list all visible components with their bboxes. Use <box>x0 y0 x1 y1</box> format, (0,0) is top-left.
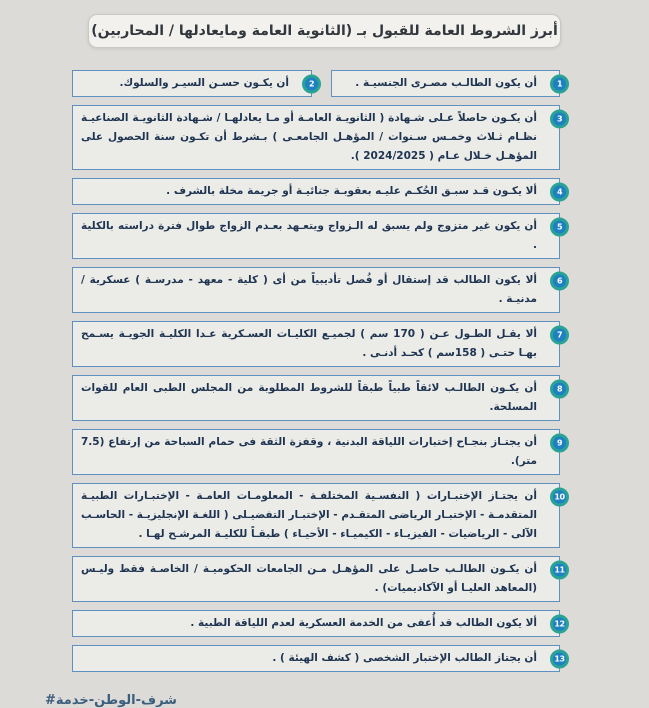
condition-item-10 <box>72 483 565 548</box>
item-number-badge: 3 <box>550 110 569 129</box>
condition-text: أن يكـون حسـن السيـر والسلوك. <box>119 77 289 89</box>
condition-text: ألا يكون الطالب قد أُعفى من الخدمة العسكرية لعدم اللياقة الطبية . <box>190 617 537 629</box>
item-number-badge: 9 <box>550 434 569 453</box>
item-number-badge: 6 <box>550 272 569 291</box>
item-number-badge: 4 <box>550 183 569 202</box>
item-number-badge: 11 <box>550 561 569 580</box>
item-number-badge: 1 <box>550 75 569 94</box>
condition-item-4 <box>72 178 563 205</box>
condition-item-2 <box>72 70 315 97</box>
condition-item-11 <box>72 556 565 602</box>
page-title: أبرز الشروط العامة للقبول بـ (الثانوية العامة ومايعادلها / المحاربين) <box>88 14 561 48</box>
condition-text: ألا يكون الطالب قد إستقال أو فُصل تأديبياً من أى ( كلية - معهد - مدرسـة ) عسكرية / مدنيـة . <box>81 274 537 305</box>
condition-text: أن يجتـاز الإختبـارات ( النفسـية المختلفـة - المعلومـات العامـة - الإختبـارات الطبيـة المتقدمـة - الإختبـار الرياضى المتقـدم - الإختبـار التفضيـلى ( اللغـة الإنجليزيـة - الحاسـب الآلى - الرياضيات - الفيزيـاء - الكيميـاء - الأحيـاء ) طبقـاً للكليـة المرشـح لهـا . <box>81 490 537 540</box>
condition-item-8 <box>72 375 563 421</box>
condition-text: أن يكون غير متزوج ولم يسبق له الـزواج ويتعـهد بعـدم الزواج طوال فترة دراسته بالكلية . <box>81 220 537 251</box>
condition-item-9 <box>72 429 563 475</box>
condition-item-12 <box>72 610 565 637</box>
item-number-badge: 2 <box>302 75 321 94</box>
item-number-badge: 8 <box>550 380 569 399</box>
item-number-badge: 5 <box>550 218 569 237</box>
condition-item-13 <box>72 645 565 672</box>
footer <box>0 689 649 708</box>
condition-item-7 <box>72 321 563 367</box>
item-number-badge: 13 <box>550 650 569 669</box>
condition-text: أن يجتـاز بنجـاح إختبارات اللياقة البدنية ، وقفزة الثقة فى حمام السباحة من إرتفاع (7.5 متر). <box>81 436 537 467</box>
item-number-badge: 12 <box>550 615 569 634</box>
condition-text: أن يكـون الطالـب لائقاً طبياً طبقاً للشروط المطلوبة من المجلس الطبى العام للقوات المسلحة. <box>81 382 537 413</box>
condition-item-5 <box>72 213 563 259</box>
conditions-list <box>72 70 565 672</box>
condition-text: ألا يكـون قـد سبـق الحُكـم عليـه بعقوبـة جنائيـة أو جريمة مخلة بالشرف . <box>166 185 537 197</box>
conditions-row-1-2 <box>72 70 563 97</box>
condition-text: أن يكـون الطالـب حاصـل على المؤهـل مـن الجامعات الحكوميـة / الخاصـة فقط وليـس (المعاهد العليـا أو الآكاديميات) . <box>81 563 537 594</box>
condition-item-1 <box>331 70 563 97</box>
condition-text: ألا يقـل الطـول عـن ( 170 سم ) لجميـع الكليـات العسـكرية عـدا الكليـة الجويـة يسـمح بهـا حتـى ( 158سم ) كحـد أدنـى . <box>81 328 537 359</box>
hashtag-text: #خدمة‎-‎الوطن‎-‎شرف <box>45 693 177 708</box>
condition-text: أن يجتاز الطالب الإختبار الشخصى ( كشف الهيئة ) . <box>272 652 537 664</box>
condition-item-3 <box>72 105 563 170</box>
condition-item-6 <box>72 267 563 313</box>
infographic-page <box>0 14 649 708</box>
condition-text: أن يكـون حاصلاً عـلى شـهادة ( الثانويـة العامـة أو مـا يعادلهـا / شـهادة الثانويـة الصناعيـة نظـام ثـلاث وخمـس سـنوات / المؤهـل الجامعـى ) بـشرط أن تكـون سنة الحصول على المؤهـل خـلال عـام ( 2024/2025 ). <box>81 112 537 162</box>
item-number-badge: 7 <box>550 326 569 345</box>
condition-text: أن يكون الطالـب مصـرى الجنسيـة . <box>355 77 537 89</box>
item-number-badge: 10 <box>550 488 569 507</box>
